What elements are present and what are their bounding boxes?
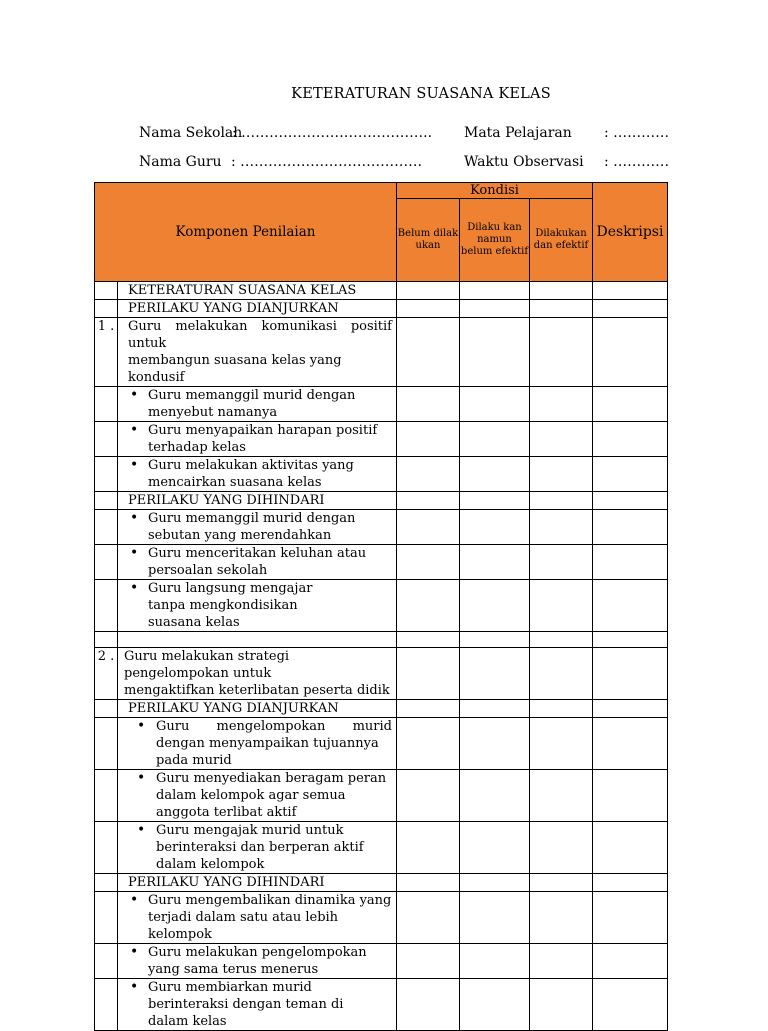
description-cell[interactable] [593,648,668,700]
checkbox-cell[interactable] [530,510,593,545]
checkbox-cell[interactable] [397,632,460,648]
subheading-dihindari: PERILAKU YANG DIHINDARI [118,492,397,510]
checkbox-cell[interactable] [460,944,530,979]
header-dilakukan-efektif: Dilakukan dan efektif [530,199,593,282]
table-row [95,979,668,1031]
checkbox-cell[interactable] [530,580,593,632]
checkbox-cell[interactable] [460,632,530,648]
nama-sekolah-label: Nama Sekolah [139,125,243,141]
item-number: 2 . [95,648,118,700]
checkbox-cell[interactable] [530,979,593,1031]
checkbox-cell[interactable] [397,700,460,718]
subheading-dihindari: PERILAKU YANG DIHINDARI [118,874,397,892]
checkbox-cell[interactable] [460,422,530,457]
checkbox-cell[interactable] [530,300,593,318]
checkbox-cell[interactable] [460,387,530,422]
checkbox-cell[interactable] [530,648,593,700]
list-item: • Guru menceritakan keluhan atau persoalan sekolah [118,545,397,580]
list-item: • Guru mengelompokan murid [156,719,392,734]
subheading-dianjurkan: PERILAKU YANG DIANJURKAN [118,300,397,318]
item-text: Guru melakukan strategi pengelompokan untuk [124,649,290,681]
list-item-line: tanpa mengkondisikan [148,598,298,613]
list-item: • Guru melakukan aktivitas yang mencairkan suasana kelas [118,457,397,492]
description-cell[interactable] [593,300,668,318]
checkbox-cell[interactable] [460,700,530,718]
table-row [95,545,668,580]
table-row [95,580,668,632]
nama-guru-value: : ………………………………… [231,154,423,170]
table-row [95,318,668,387]
nama-guru-label: Nama Guru [139,154,222,170]
checkbox-cell[interactable] [397,318,460,387]
checkbox-cell[interactable] [460,822,530,874]
checkbox-cell[interactable] [460,510,530,545]
list-item: • Guru mengembalikan dinamika yang terjadi dalam satu atau lebih kelompok [118,892,397,944]
table-row [95,700,668,718]
checkbox-cell[interactable] [397,580,460,632]
page-title: KETERATURAN SUASANA KELAS [291,86,551,102]
item-text: Guru melakukan komunikasi positif untuk [128,319,392,351]
list-item-line: berinteraksi dengan teman di [148,997,344,1012]
description-cell[interactable] [593,892,668,944]
checkbox-cell[interactable] [530,492,593,510]
checkbox-cell[interactable] [397,282,460,300]
description-cell[interactable] [593,979,668,1031]
table-row [95,944,668,979]
checkbox-cell[interactable] [530,457,593,492]
checkbox-cell[interactable] [460,874,530,892]
list-item: • Guru menyediakan beragam peran dalam kelompok agar semua anggota terlibat aktif [118,770,397,822]
description-cell[interactable] [593,318,668,387]
description-cell[interactable] [593,545,668,580]
checkbox-cell[interactable] [397,874,460,892]
waktu-observasi-label: Waktu Observasi [464,154,584,170]
table-row [95,892,668,944]
table-row [95,648,668,700]
list-item-line: dalam kelas [148,1014,227,1029]
table-row [95,718,668,770]
checkbox-cell[interactable] [397,770,460,822]
checkbox-cell[interactable] [397,387,460,422]
checkbox-cell[interactable] [397,944,460,979]
header-deskripsi: Deskripsi [593,183,668,282]
checkbox-cell[interactable] [460,545,530,580]
list-item-line: suasana kelas [148,615,240,630]
checkbox-cell[interactable] [530,282,593,300]
list-item [118,580,397,632]
checkbox-cell[interactable] [397,979,460,1031]
checkbox-cell[interactable] [397,648,460,700]
table-row [95,457,668,492]
table-row [95,492,668,510]
waktu-observasi-value: : ………… [604,154,670,170]
checkbox-cell[interactable] [530,318,593,387]
checkbox-cell[interactable] [530,718,593,770]
item-text: mengaktifkan keterlibatan peserta didik [124,683,390,698]
checkbox-cell[interactable] [397,457,460,492]
description-cell[interactable] [593,422,668,457]
checkbox-cell[interactable] [530,387,593,422]
description-cell[interactable] [593,492,668,510]
checkbox-cell[interactable] [530,422,593,457]
description-cell[interactable] [593,874,668,892]
description-cell[interactable] [593,822,668,874]
header-dilakukan-belum-efektif: Dilaku kan namun belum efektif [460,199,530,282]
table-row [95,282,668,300]
checkbox-cell[interactable] [397,492,460,510]
description-cell[interactable] [593,944,668,979]
nama-sekolah-value: : ………………………………….. [232,125,433,141]
table-row [95,822,668,874]
checkbox-cell[interactable] [530,892,593,944]
description-cell[interactable] [593,510,668,545]
checkbox-cell[interactable] [460,979,530,1031]
checkbox-cell[interactable] [397,822,460,874]
table-row [95,770,668,822]
checkbox-cell[interactable] [397,422,460,457]
checkbox-cell[interactable] [397,300,460,318]
table-row-empty [95,632,668,648]
list-item: • Guru memanggil murid dengan menyebut namanya [118,387,397,422]
description-cell[interactable] [593,718,668,770]
description-cell[interactable] [593,580,668,632]
checkbox-cell[interactable] [530,700,593,718]
checkbox-cell[interactable] [530,944,593,979]
checkbox-cell[interactable] [530,770,593,822]
checkbox-cell[interactable] [397,545,460,580]
checkbox-cell[interactable] [460,648,530,700]
table-row [95,874,668,892]
list-item-line: Guru membiarkan murid [148,980,312,995]
list-item-line: Guru langsung mengajar [148,581,313,596]
item-number: 1 . [95,318,118,387]
header-komponen-penilaian: Komponen Penilaian [95,183,397,282]
section-title: KETERATURAN SUASANA KELAS [118,282,397,300]
checkbox-cell[interactable] [460,770,530,822]
checkbox-cell[interactable] [460,318,530,387]
checkbox-cell[interactable] [530,545,593,580]
observation-table [94,182,668,1031]
checkbox-cell[interactable] [460,718,530,770]
mata-pelajaran-value: : ………… [604,125,670,141]
checkbox-cell[interactable] [460,457,530,492]
description-cell[interactable] [593,282,668,300]
header-belum-dilakukan: Belum dilak ukan [397,199,460,282]
description-cell[interactable] [593,387,668,422]
description-cell[interactable] [593,770,668,822]
checkbox-cell[interactable] [397,718,460,770]
description-cell[interactable] [593,700,668,718]
checkbox-cell[interactable] [460,300,530,318]
mata-pelajaran-label: Mata Pelajaran [464,125,572,141]
list-item: • Guru memanggil murid dengan sebutan yang merendahkan [118,510,397,545]
item-text: membangun suasana kelas yang kondusif [128,353,342,385]
list-item: • Guru menyapaikan harapan positif terhadap kelas [118,422,397,457]
checkbox-cell[interactable] [397,892,460,944]
table-row [95,422,668,457]
checkbox-cell[interactable] [460,492,530,510]
checkbox-cell[interactable] [530,632,593,648]
list-item: dengan menyampaikan tujuannya pada murid [156,736,379,768]
checkbox-cell[interactable] [460,282,530,300]
checkbox-cell[interactable] [460,892,530,944]
checkbox-cell[interactable] [530,822,593,874]
table-row [95,387,668,422]
list-item [118,979,397,1031]
checkbox-cell[interactable] [460,580,530,632]
checkbox-cell[interactable] [397,510,460,545]
list-item: • Guru melakukan pengelompokan yang sama terus menerus [118,944,397,979]
header-kondisi: Kondisi [397,183,593,199]
table-row [95,510,668,545]
table-row [95,300,668,318]
checkbox-cell[interactable] [530,874,593,892]
list-item: • Guru mengajak murid untuk berinteraksi dan berperan aktif dalam kelompok [118,822,397,874]
subheading-dianjurkan: PERILAKU YANG DIANJURKAN [118,700,397,718]
description-cell[interactable] [593,457,668,492]
description-cell[interactable] [593,632,668,648]
